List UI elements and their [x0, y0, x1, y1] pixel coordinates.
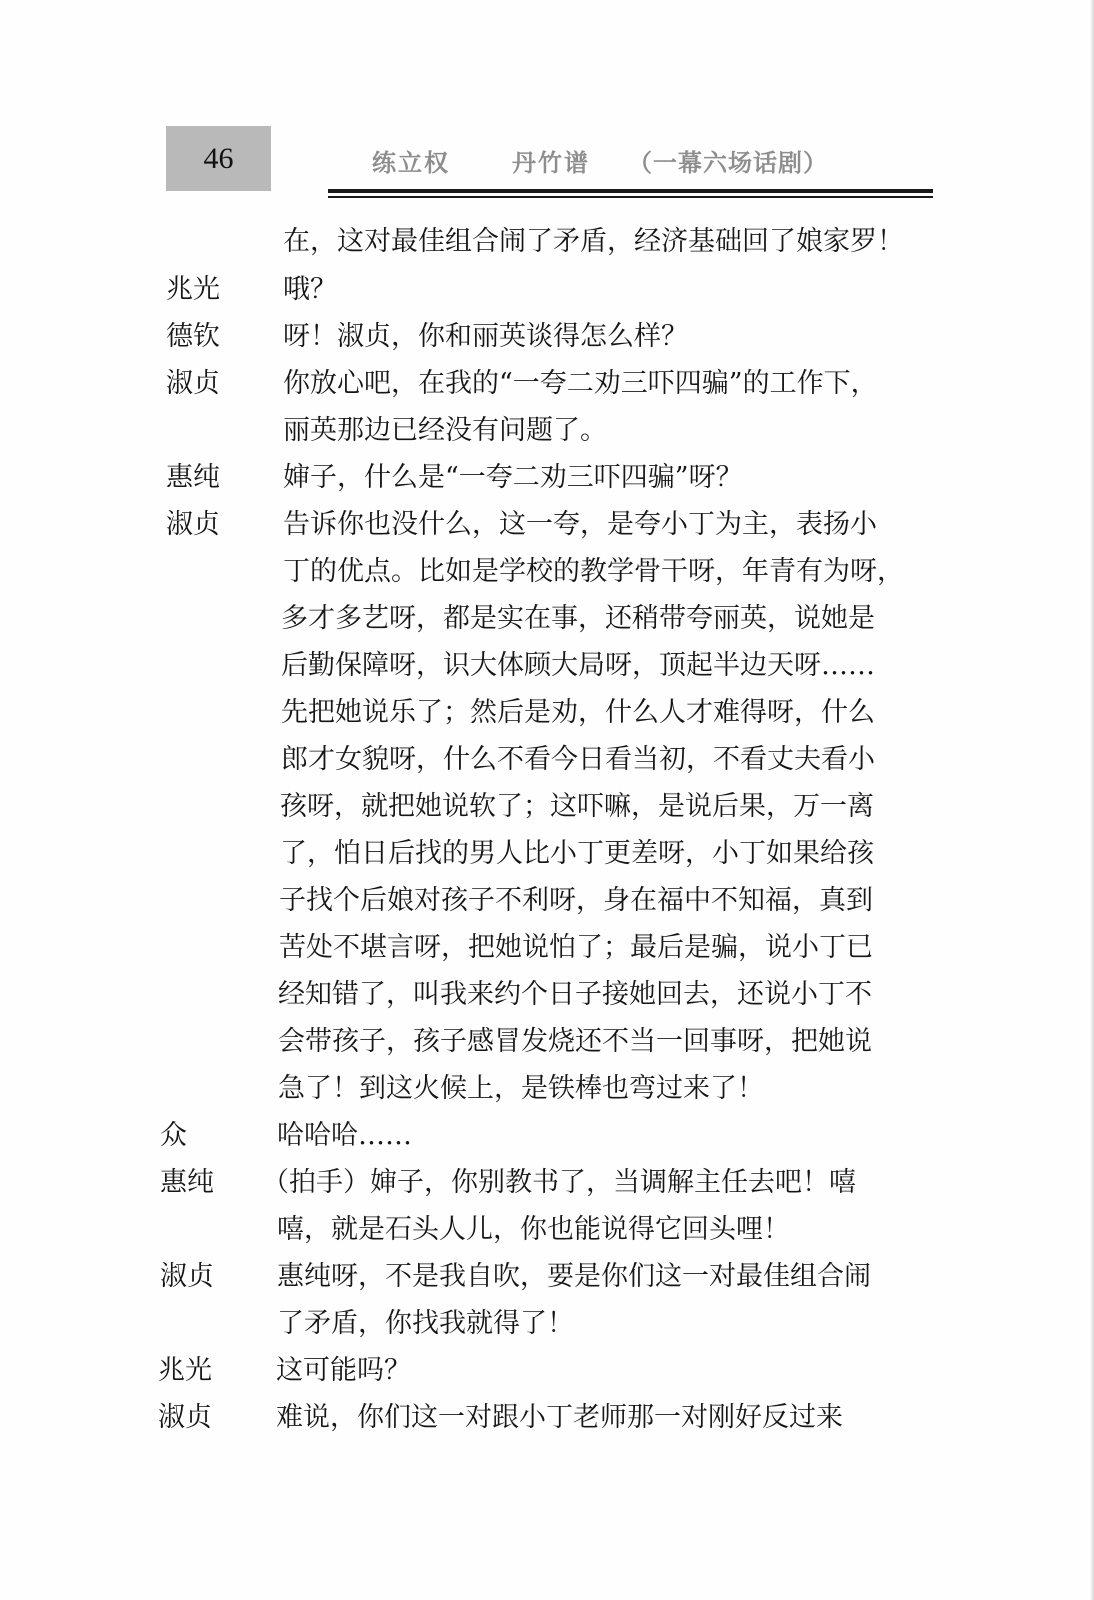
dialogue-line: 多才多艺呀，都是实在事，还稍带夸丽英，说她是 [281, 603, 875, 634]
speaker-name: 兆光 [158, 1355, 212, 1386]
dialogue-line: 郎才女貌呀，什么不看今日看当初，不看丈夫看小 [281, 744, 875, 775]
dialogue-line: 呀！淑贞，你和丽英谈得怎么样？ [283, 321, 688, 352]
scan-edge-shadow [1090, 0, 1094, 1600]
dialogue-line: （拍手）婶子，你别教书了，当调解主任去吧！嘻 [262, 1167, 856, 1198]
dialogue-line: 急了！到这火候上，是铁棒也弯过来了！ [278, 1073, 764, 1104]
running-head-author: 练立权 [372, 147, 450, 177]
dialogue-line: 哈哈哈…… [277, 1120, 412, 1151]
dialogue-line: 后勤保障呀，识大体顾大局呀，顶起半边天呀…… [281, 650, 875, 681]
speaker-name: 淑贞 [158, 1402, 212, 1433]
speaker-name: 惠纯 [166, 462, 220, 493]
dialogue-line: 丽英那边已经没有问题了。 [283, 415, 607, 446]
dialogue-line: 你放心吧，在我的“一夸二劝三吓四骗”的工作下， [283, 368, 878, 399]
dialogue-line: 这可能吗？ [276, 1355, 411, 1386]
speaker-name: 众 [160, 1120, 187, 1151]
speaker-name: 淑贞 [160, 1261, 214, 1292]
dialogue-line: 子找个后娘对孩子不利呀，身在福中不知福，真到 [279, 885, 873, 916]
dialogue-line: 先把她说乐了；然后是劝，什么人才难得呀，什么 [281, 697, 875, 728]
dialogue-line: 哦？ [283, 274, 337, 305]
dialogue-line: 了矛盾，你找我就得了！ [277, 1308, 574, 1339]
dialogue-line: 婶子，什么是“一夸二劝三吓四骗”呀？ [283, 462, 743, 493]
dialogue-line: 在，这对最佳组合闹了矛盾，经济基础回了娘家罗！ [283, 226, 904, 257]
speaker-name: 惠纯 [160, 1167, 214, 1198]
dialogue-line: 难说，你们这一对跟小丁老师那一对刚好反过来 [276, 1402, 843, 1433]
running-head-title: 丹竹谱 [512, 147, 590, 177]
dialogue-line: 告诉你也没什么，这一夸，是夸小丁为主，表扬小 [283, 509, 877, 540]
dialogue-line: 经知错了，叫我来约个日子接她回去，还说小丁不 [278, 979, 872, 1010]
dialogue-line: 丁的优点。比如是学校的教学骨干呀，年青有为呀， [283, 556, 904, 587]
dialogue-line: 苦处不堪言呀，把她说怕了；最后是骗，说小丁已 [279, 932, 873, 963]
speaker-name: 淑贞 [166, 368, 220, 399]
dialogue-line: 孩呀，就把她说软了；这吓嘛，是说后果，万一离 [280, 791, 874, 822]
running-head-subtitle: （一幕六场话剧） [628, 147, 828, 177]
dialogue-line: 惠纯呀，不是我自吹，要是你们这一对最佳组合闹 [277, 1261, 871, 1292]
speaker-name: 德钦 [166, 321, 220, 352]
dialogue-line: 嘻，就是石头人儿，你也能说得它回头哩！ [277, 1214, 790, 1245]
speaker-name: 淑贞 [166, 509, 220, 540]
page-number: 46 [203, 141, 234, 175]
dialogue-line: 会带孩子，孩子感冒发烧还不当一回事呀，把她说 [278, 1026, 872, 1057]
dialogue-line: 了，怕日后找的男人比小丁更差呀，小丁如果给孩 [280, 838, 874, 869]
speaker-name: 兆光 [166, 274, 220, 305]
